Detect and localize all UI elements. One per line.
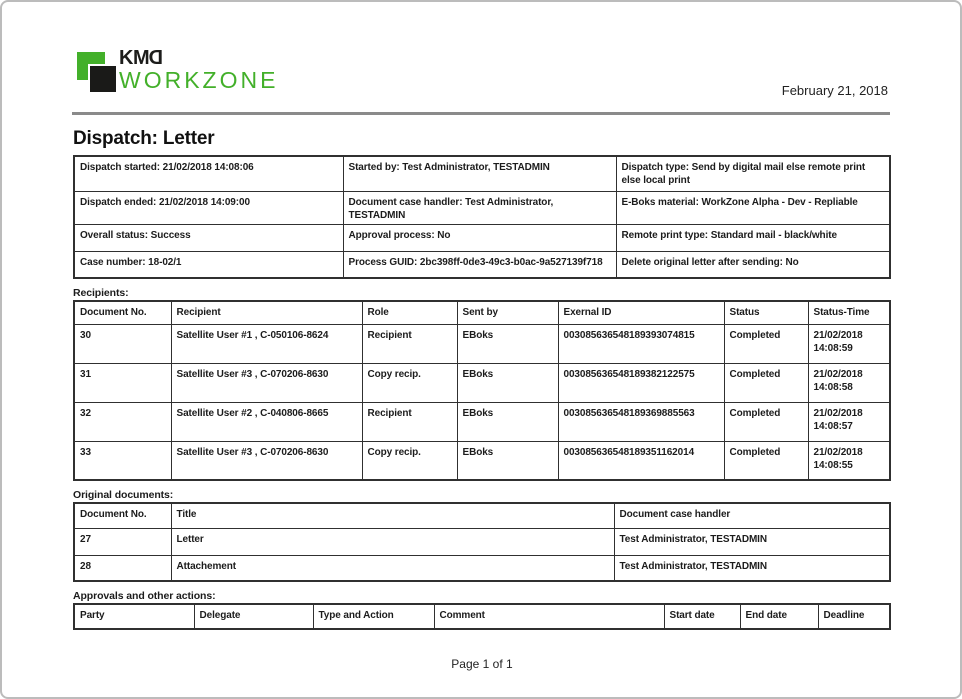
- kmd-logo-text: KMD: [119, 47, 164, 69]
- column-header: Title: [171, 503, 614, 528]
- column-header: Type and Action: [313, 604, 434, 629]
- approvals-table: [73, 603, 891, 630]
- column-header: Document No.: [74, 301, 171, 324]
- table-cell: 28: [74, 555, 171, 581]
- recipient-row: [74, 402, 890, 441]
- table-cell: Remote print type: Standard mail - black/white: [616, 224, 890, 251]
- table-cell: Copy recip.: [362, 363, 457, 402]
- table-cell: Recipient: [362, 402, 457, 441]
- table-cell: Case number: 18-02/1: [74, 251, 343, 278]
- table-cell: Satellite User #2 , C-040806-8665: [171, 402, 362, 441]
- table-cell: EBoks: [457, 441, 558, 480]
- recipients-section-label: Recipients:: [73, 287, 129, 300]
- table-cell: Dispatch started: 21/02/2018 14:08:06: [74, 156, 343, 191]
- table-cell: Test Administrator, TESTADMIN: [614, 528, 890, 555]
- document-row: [74, 555, 890, 581]
- table-cell: E-Boks material: WorkZone Alpha - Dev - Repliable: [616, 191, 890, 224]
- column-header: Document case handler: [614, 503, 890, 528]
- column-header: Exernal ID: [558, 301, 724, 324]
- column-header: Status-Time: [808, 301, 890, 324]
- table-cell: 32: [74, 402, 171, 441]
- workzone-logo-text: WORKZONE: [119, 67, 279, 93]
- table-cell: EBoks: [457, 402, 558, 441]
- table-cell: 21/02/2018 14:08:58: [808, 363, 890, 402]
- table-cell: Satellite User #3 , C-070206-8630: [171, 363, 362, 402]
- recipient-row: [74, 441, 890, 480]
- dispatch-summary-table: [73, 155, 891, 279]
- column-header: Document No.: [74, 503, 171, 528]
- table-cell: Completed: [724, 402, 808, 441]
- table-cell: Dispatch type: Send by digital mail else remote print else local print: [616, 156, 890, 191]
- column-header: Comment: [434, 604, 664, 629]
- table-cell: Started by: Test Administrator, TESTADMIN: [343, 156, 616, 191]
- table-cell: 003085636548189369885563: [558, 402, 724, 441]
- table-cell: Attachement: [171, 555, 614, 581]
- table-cell: Copy recip.: [362, 441, 457, 480]
- kmd-workzone-logo: [119, 48, 278, 92]
- column-header: Party: [74, 604, 194, 629]
- table-cell: Completed: [724, 324, 808, 363]
- original-documents-section-label: Original documents:: [73, 489, 174, 502]
- page-number: Page 1 of 1: [451, 657, 513, 672]
- table-cell: Overall status: Success: [74, 224, 343, 251]
- table-cell: 21/02/2018 14:08:59: [808, 324, 890, 363]
- document-content: [73, 128, 891, 671]
- table-cell: Completed: [724, 441, 808, 480]
- table-cell: 27: [74, 528, 171, 555]
- column-header: Sent by: [457, 301, 558, 324]
- table-cell: EBoks: [457, 324, 558, 363]
- table-cell: 003085636548189351162014: [558, 441, 724, 480]
- table-cell: 003085636548189382122575: [558, 363, 724, 402]
- recipients-table: [73, 300, 891, 481]
- column-header: Delegate: [194, 604, 313, 629]
- table-cell: Dispatch ended: 21/02/2018 14:09:00: [74, 191, 343, 224]
- table-cell: EBoks: [457, 363, 558, 402]
- table-cell: Document case handler: Test Administrator, TESTADMIN: [343, 191, 616, 224]
- column-header: Status: [724, 301, 808, 324]
- table-cell: Process GUID: 2bc398ff-0de3-49c3-b0ac-9a527139f718: [343, 251, 616, 278]
- table-cell: Delete original letter after sending: No: [616, 251, 890, 278]
- original-documents-table: [73, 502, 891, 582]
- table-cell: Satellite User #1 , C-050106-8624: [171, 324, 362, 363]
- recipient-row: [74, 324, 890, 363]
- table-cell: Satellite User #3 , C-070206-8630: [171, 441, 362, 480]
- table-cell: Completed: [724, 363, 808, 402]
- table-cell: 003085636548189393074815: [558, 324, 724, 363]
- column-header: Role: [362, 301, 457, 324]
- table-cell: 31: [74, 363, 171, 402]
- approvals-section-label: Approvals and other actions:: [73, 590, 216, 603]
- document-date: February 21, 2018: [781, 83, 888, 98]
- column-header: Recipient: [171, 301, 362, 324]
- kmd-logo-black-square: [88, 64, 118, 94]
- column-header: Start date: [664, 604, 740, 629]
- column-header: Deadline: [818, 604, 890, 629]
- header-divider: [72, 112, 890, 115]
- page-title: Dispatch: Letter: [73, 128, 215, 149]
- table-cell: Recipient: [362, 324, 457, 363]
- table-cell: 21/02/2018 14:08:57: [808, 402, 890, 441]
- table-cell: 30: [74, 324, 171, 363]
- table-cell: Letter: [171, 528, 614, 555]
- table-cell: Approval process: No: [343, 224, 616, 251]
- table-cell: 21/02/2018 14:08:55: [808, 441, 890, 480]
- table-cell: Test Administrator, TESTADMIN: [614, 555, 890, 581]
- recipient-row: [74, 363, 890, 402]
- table-cell: 33: [74, 441, 171, 480]
- document-row: [74, 528, 890, 555]
- column-header: End date: [740, 604, 818, 629]
